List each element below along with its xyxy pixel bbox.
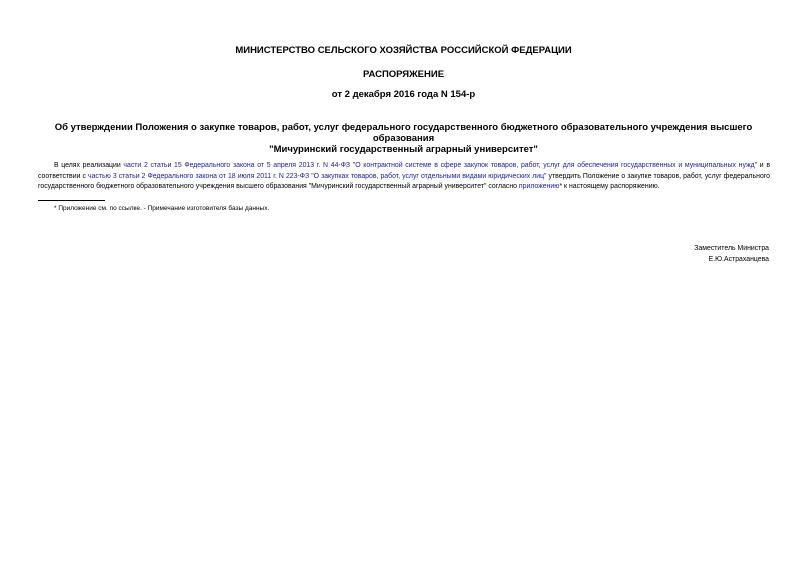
signatory-name: Е.Ю.Астраханцева xyxy=(708,255,769,263)
body-text-1: В целях реализации xyxy=(54,162,124,169)
body-paragraph xyxy=(38,161,770,193)
signature-block xyxy=(694,244,769,265)
document-title-line-1: Об утверждении Положения о закупке товаров, работ, услуг федерального государственного бюджетного образовательного учреждения высшего образования xyxy=(54,122,753,144)
footnote-text: * Приложение см. по ссылке. - Примечание изготовителя базы данных. xyxy=(54,205,270,212)
footnote-divider xyxy=(38,200,105,201)
body-text-4: * к настоящему распоряжению. xyxy=(559,183,660,190)
document-date-number: от 2 декабря 2016 года N 154-р xyxy=(331,89,476,100)
body-text-3: утвердить Положение о закупке товаров, работ, услуг федерального государственного бюджетного образовательного учреждения высшего образования "Мичуринский государственный аграрный университет" согласно xyxy=(38,172,770,190)
document-type-heading: РАСПОРЯЖЕНИЕ xyxy=(362,69,445,80)
document-title xyxy=(36,122,771,155)
document-title-line-2: "Мичуринский государственный аграрный университет" xyxy=(269,144,538,155)
law-44-fz-link[interactable]: части 2 статьи 15 Федерального закона от 5 апреля 2013 г. N 44-ФЗ "О контрактной системе в сфере закупок товаров, работ, услуг для обеспечения государственных и муниципальных нужд" xyxy=(123,162,758,169)
ministry-heading: МИНИСТЕРСТВО СЕЛЬСКОГО ХОЗЯЙСТВА РОССИЙСКОЙ ФЕДЕРАЦИИ xyxy=(235,45,572,56)
signatory-position: Заместитель Министра xyxy=(694,245,769,252)
appendix-link[interactable]: приложению xyxy=(518,183,560,190)
law-223-fz-link[interactable]: частью 3 статьи 2 Федерального закона от 18 июля 2011 г. N 223-ФЗ "О закупках товаров, работ, услуг отдельными видами юридических лиц" xyxy=(88,172,547,180)
body-text-2: и в соответствии с xyxy=(38,162,770,180)
